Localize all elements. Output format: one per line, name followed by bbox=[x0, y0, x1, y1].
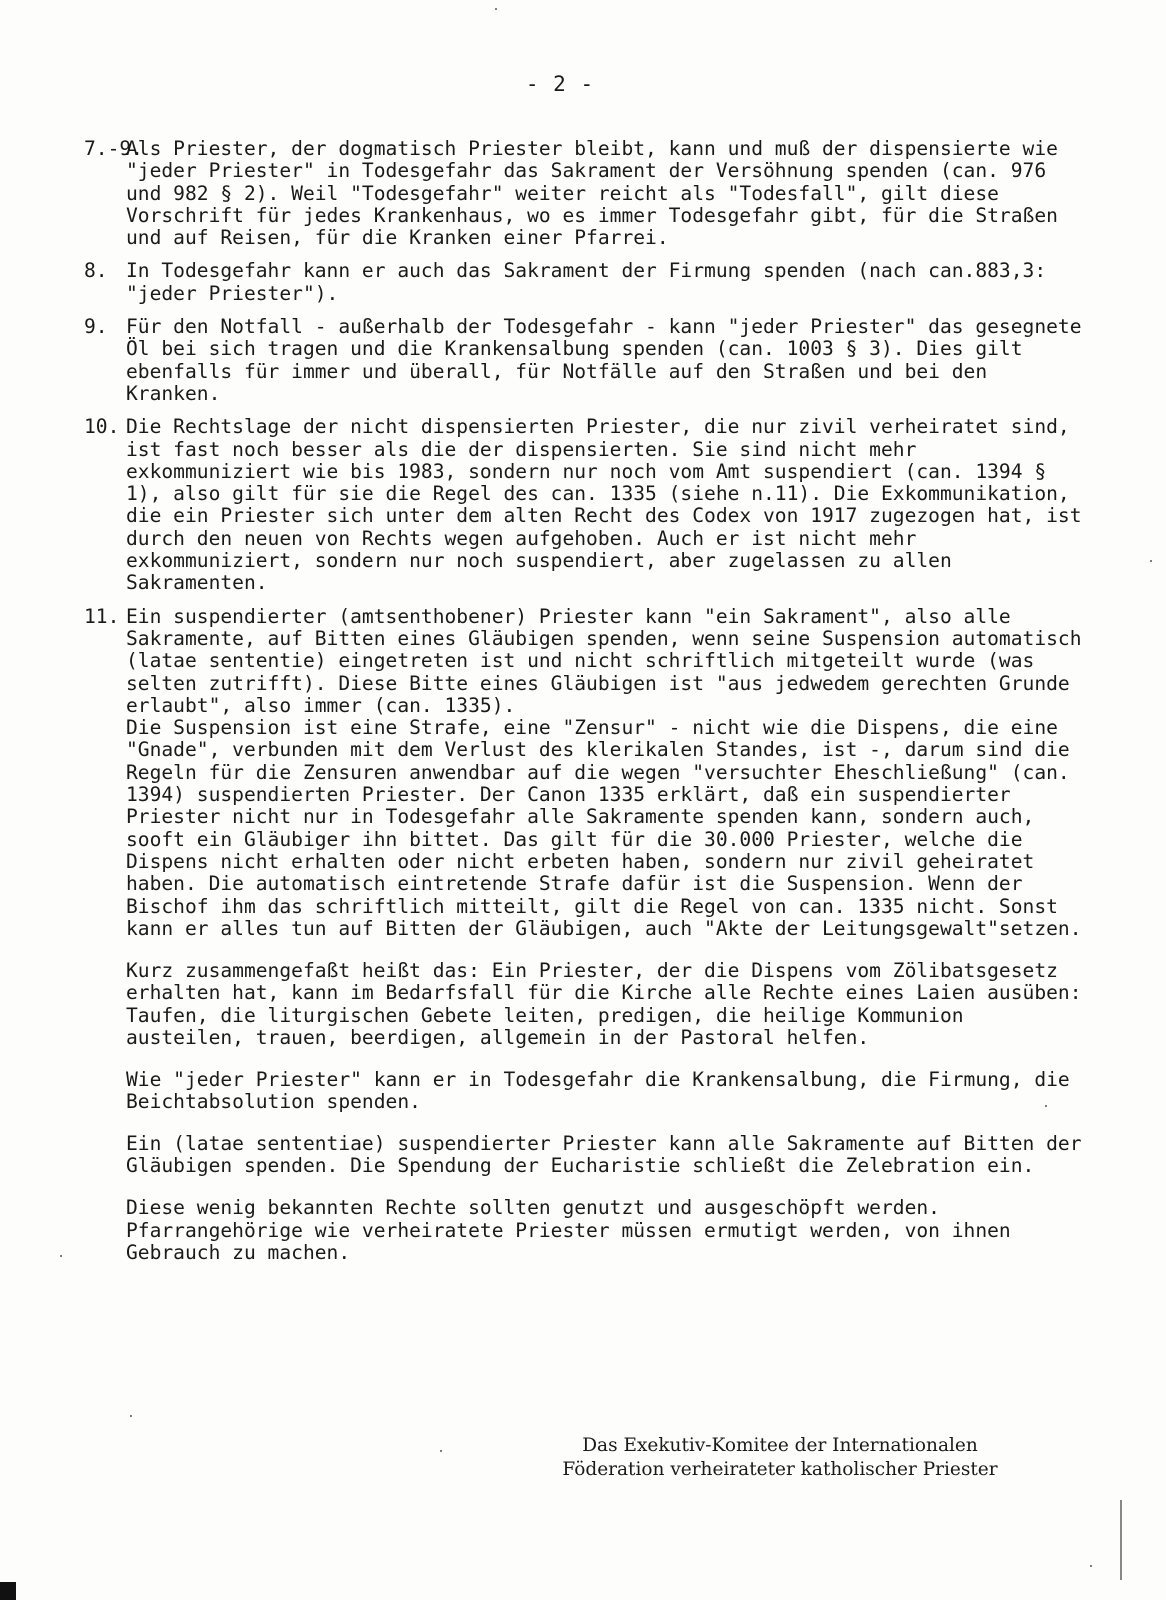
item-paragraph: Die Suspension ist eine Strafe, eine "Zensur" - nicht wie die Dispens, die eine "Gnade", verbunden mit dem Verlust des klerikalen Standes, ist -, darum sind die Regeln für die Zensuren anwendbar auf die wegen "versuchter Eheschließung" (can. 1394) suspendierten Priester. Der Canon 1335 erklärt, daß ein suspendierter Priester nicht nur in Todesgefahr alle Sakramente spenden kann, sondern auch, sooft ein Gläubiger ihn bittet. Das gilt für die 30.000 Priester, welche die Dispens nicht erhalten oder nicht erbeten haben, sondern nur zivil geheiratet haben. Die automatisch eintretende Strafe dafür ist die Suspension. Wenn der Bischof ihm das schriftlich mitteilt, gilt die Regel von can. 1335 nicht. Sonst kann er alles tun auf Bitten der Gläubigen, auch "Akte der Leitungsgewalt"setzen. bbox=[126, 716, 1082, 940]
signature-line: Das Exekutiv-Komitee der Internationalen bbox=[582, 1435, 978, 1456]
signature-block bbox=[500, 1434, 1060, 1482]
item-number: 8. bbox=[84, 259, 108, 283]
scan-speck bbox=[440, 1450, 442, 1452]
item-number: 11. bbox=[84, 604, 120, 628]
scan-mark bbox=[0, 1582, 16, 1600]
list-item bbox=[84, 606, 1084, 940]
scan-speck bbox=[60, 1255, 62, 1257]
item-number: 9. bbox=[84, 315, 108, 339]
item-text bbox=[126, 138, 1084, 249]
summary-paragraph: Diese wenig bekannten Rechte sollten genutzt und ausgeschöpft werden. Pfarrangehörige wie verheiratete Priester müssen ermutigt werden, von ihnen Gebrauch zu machen. bbox=[126, 1196, 1011, 1264]
item-number: 7.-9. bbox=[84, 137, 143, 160]
document-body bbox=[84, 138, 1084, 1282]
page-number: - 2 - bbox=[525, 72, 595, 96]
item-text bbox=[126, 316, 1084, 405]
list-item bbox=[84, 416, 1084, 594]
list-item bbox=[84, 260, 1084, 305]
item-paragraph: Für den Notfall - außerhalb der Todesgefahr - kann "jeder Priester" das gesegnete Öl bei sich tragen und die Krankensalbung spenden (can. 1003 § 3). Dies gilt ebenfalls für immer und überall, für Notfälle auf den Straßen und bei den Kranken. bbox=[126, 315, 1082, 405]
scan-edge bbox=[1120, 1500, 1122, 1580]
list-item bbox=[84, 138, 1084, 249]
summary-paragraph: Ein (latae sententiae) suspendierter Priester kann alle Sakramente auf Bitten der Gläubigen spenden. Die Spendung der Eucharistie schließt die Zelebration ein. bbox=[126, 1132, 1082, 1178]
item-paragraph: Ein suspendierter (amtsenthobener) Priester kann "ein Sakrament", also alle Sakramente, auf Bitten eines Gläubigen spenden, wenn seine Suspension automatisch (latae sententie) eingetreten ist und nicht schriftlich mitgeteilt wurde (was selten zutrifft). Diese Bitte eines Gläubigen ist "aus jedwedem gerechten Grunde erlaubt", also immer (can. 1335). bbox=[126, 604, 1082, 717]
item-text bbox=[126, 416, 1084, 594]
scan-speck bbox=[495, 8, 497, 10]
item-text bbox=[126, 606, 1084, 940]
summary-paragraph: Wie "jeder Priester" kann er in Todesgefahr die Krankensalbung, die Firmung, die Beichtabsolution spenden. bbox=[126, 1067, 1070, 1114]
scan-speck bbox=[1150, 560, 1152, 562]
item-paragraph: In Todesgefahr kann er auch das Sakrament der Firmung spenden (nach can.883,3: "jeder Priester"). bbox=[126, 259, 1047, 305]
summary-paragraph: Kurz zusammengefaßt heißt das: Ein Priester, der die Dispens vom Zölibatsgesetz erhalten hat, kann im Bedarfsfall für die Kirche alle Rechte eines Laien ausüben: Taufen, die liturgischen Gebete leiten, predigen, die heilige Kommunion austeilen, trauen, beerdigen, allgemein in der Pastoral helfen. bbox=[126, 959, 1082, 1049]
item-text bbox=[126, 260, 1084, 305]
item-number: 10. bbox=[84, 415, 120, 439]
scan-speck bbox=[1090, 1565, 1092, 1567]
scan-speck bbox=[1045, 1105, 1047, 1107]
item-paragraph: Als Priester, der dogmatisch Priester bleibt, kann und muß der dispensierte wie "jeder Priester" in Todesgefahr das Sakrament der Versöhnung spenden (can. 976 und 982 § 2). Weil "Todesgefahr" weiter reicht als "Todesfall", gilt diese Vorschrift für jedes Krankenhaus, wo es immer Todesgefahr gibt, für die Straßen und auf Reisen, für die Kranken einer Pfarrei. bbox=[126, 137, 1058, 250]
item-paragraph: Die Rechtslage der nicht dispensierten Priester, die nur zivil verheiratet sind, ist fast noch besser als die der dispensierten. Sie sind nicht mehr exkommuniziert wie bis 1983, sondern nur noch vom Amt suspendiert (can. 1394 § 1), also gilt für sie die Regel des can. 1335 (siehe n.11). Die Exkommunikation, die ein Priester sich unter dem alten Recht des Codex von 1917 zugezogen hat, ist durch den neuen von Rechts wegen aufgehoben. Auch er ist nicht mehr exkommuniziert, sondern nur noch suspendiert, aber zugelassen zu allen Sakramenten. bbox=[126, 415, 1082, 595]
list-item bbox=[84, 316, 1084, 405]
signature-line: Föderation verheirateter katholischer Priester bbox=[562, 1459, 998, 1480]
scan-speck bbox=[130, 1415, 132, 1417]
